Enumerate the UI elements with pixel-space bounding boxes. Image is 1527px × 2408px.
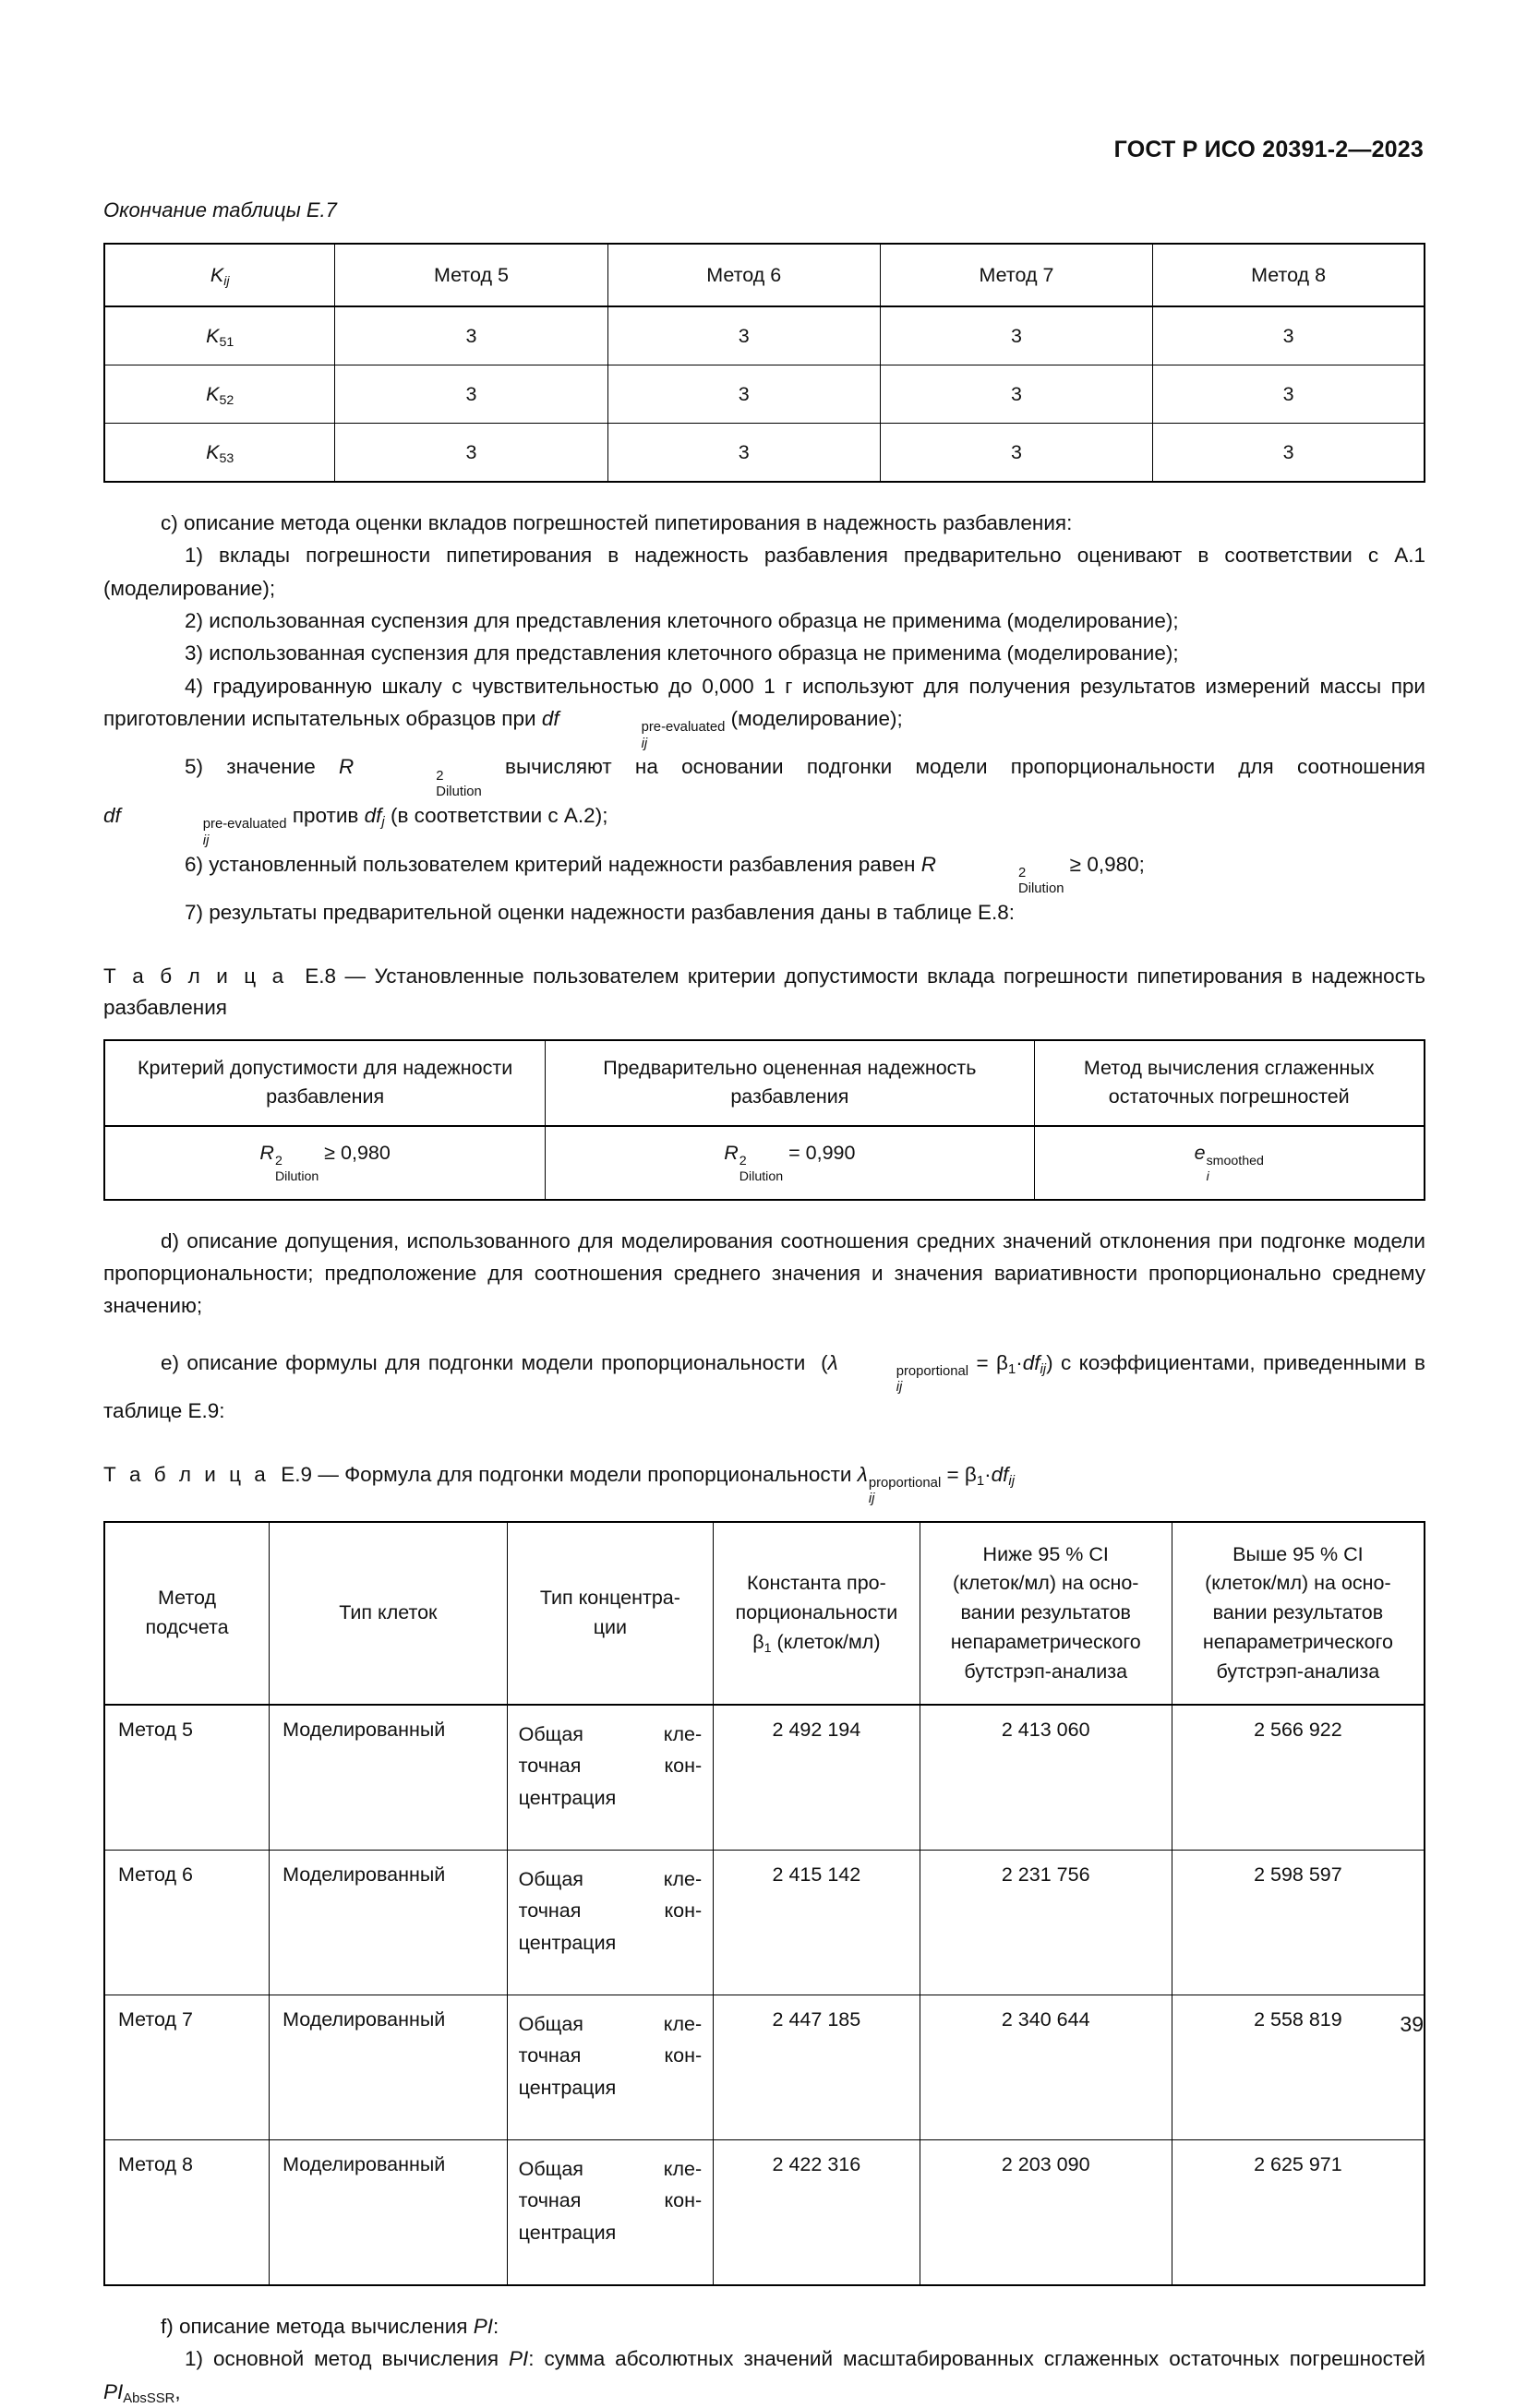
table-e9-caption-formula	[857, 1462, 1016, 1507]
table-e9-cell-beta1: 2 415 142	[714, 1851, 920, 1995]
math-supsub	[1207, 1155, 1264, 1183]
table-e9-cell-conc	[507, 2140, 714, 2286]
math-supsub	[355, 770, 482, 799]
section-c-item-5-text-2: вычисляют на основании подгонки модели пропорциональности для соотношения	[505, 755, 1425, 779]
table-row	[104, 1126, 1425, 1200]
math-r2-dilution-criterion	[920, 852, 1070, 897]
table-e9-cell-ci-low: 2 231 756	[920, 1851, 1172, 1995]
math-base: R	[259, 1142, 274, 1165]
table-e9-cell-method: Метод 5	[104, 1705, 270, 1851]
math-r2-dilution-eq	[724, 1142, 788, 1184]
math-sup: 2	[274, 1154, 283, 1169]
table-e8-body	[104, 1126, 1425, 1200]
header-line: вании результатов	[960, 1601, 1131, 1624]
table-e8-caption-text: Установленные пользователем критерии допустимости вклада погрешности пипетирования в надежность разбавления	[103, 964, 1425, 1020]
section-f-item-1	[103, 2342, 1425, 2408]
caption-lambda: λ	[857, 1462, 868, 1486]
table-cell: 3	[880, 365, 1152, 424]
page-number: 39	[1400, 2012, 1424, 2036]
table-e7-col-header-2: Метод 6	[607, 244, 880, 306]
header-line: Выше 95 % CI	[1232, 1542, 1364, 1565]
table-row	[104, 424, 1425, 483]
conc-line: Общая кле-	[518, 2158, 703, 2181]
section-f-item-1-text-1: 1) основной метод вычисления	[185, 2347, 499, 2371]
section-c-item-6	[103, 848, 1425, 897]
math-sub: ij	[641, 736, 648, 751]
math-sub: Dilution	[274, 1168, 319, 1184]
header-line: ции	[593, 1616, 628, 1639]
table-e9-cell-conc	[507, 1705, 714, 1851]
table-e9-cell-celltype: Моделированный	[270, 2140, 508, 2286]
math-base: R	[724, 1142, 739, 1165]
header-line: бутстрэп-анализа	[1216, 1659, 1380, 1683]
table-e9-cell-beta1: 2 492 194	[714, 1705, 920, 1851]
table-cell: 3	[335, 365, 607, 424]
table-e8-cell-preeval-tail: = 0,990	[788, 1142, 856, 1165]
table-row	[104, 1522, 1425, 1705]
conc-line: центрация	[518, 1931, 617, 1954]
math-sub: AbsSSR	[123, 2390, 175, 2406]
table-e9-caption	[103, 1459, 1425, 1507]
section-c-item-5-text-1: 5) значение	[185, 755, 316, 779]
math-base: df	[364, 804, 382, 828]
math-base: df	[541, 706, 559, 730]
table-cell: 3	[1153, 424, 1425, 483]
section-c-item-5-text-4: (в соответствии с А.2);	[390, 804, 608, 828]
formula-lambda-sup: proportional	[896, 1363, 969, 1379]
section-c-item-2: 2) использованная суспензия для представления клеточного образца не применима (моделирование);	[185, 608, 1179, 632]
conc-line: Общая кле-	[518, 1868, 703, 1891]
kij-sub: ij	[223, 273, 230, 289]
caption-df: df	[991, 1462, 1009, 1486]
kij-base: K	[210, 263, 224, 286]
caption-dot: ·	[984, 1462, 992, 1486]
math-supsub	[122, 818, 287, 847]
formula-df-sub: ij	[1040, 1361, 1047, 1377]
math-e-smoothed	[1194, 1142, 1264, 1184]
caption-lambda-supsub	[869, 1477, 941, 1506]
header-line: Ниже 95 % CI	[982, 1542, 1109, 1565]
math-sup: 2	[1017, 865, 1027, 881]
table-e7-col-header-3: Метод 7	[880, 244, 1152, 306]
table-e8-head	[104, 1040, 1425, 1125]
section-f-item-1-pi: PI	[509, 2347, 529, 2371]
table-e9-cell-ci-low: 2 413 060	[920, 1705, 1172, 1851]
section-e-text-2: с коэффициентами, приведенными в таблице Е.9:	[103, 1350, 1425, 1423]
conc-line: Общая кле-	[518, 1723, 703, 1746]
header-line: порциональности	[735, 1601, 898, 1624]
table-e9-cell-conc	[507, 1995, 714, 2140]
table-e9-body	[104, 1705, 1425, 2285]
table-e8-caption-dash: —	[344, 964, 366, 988]
math-base: R	[339, 755, 355, 779]
section-f	[103, 2310, 1425, 2408]
formula-beta: β	[996, 1350, 1008, 1374]
header-line: Константа про-	[746, 1572, 886, 1595]
conc-line: точная кон-	[518, 1755, 703, 1778]
section-c-item-4-text-1: 4) градуированную шкалу с чувствительностью до 0,000 1 г используют для получения результатов измерений массы при приготовлении испытательных образцов при	[103, 674, 1425, 730]
table-e9-head	[104, 1522, 1425, 1705]
header-line: (клеток/мл) на осно-	[1205, 1572, 1391, 1595]
table-e9-cell-ci-low: 2 203 090	[920, 2140, 1172, 2286]
math-df-pre-evaluated-2	[103, 804, 293, 848]
math-sup: 2	[436, 768, 444, 784]
math-sub: Dilution	[1017, 881, 1064, 897]
math-r2-dilution-ge	[259, 1142, 324, 1184]
conc-line: точная кон-	[518, 2189, 703, 2212]
section-f-lead-text-1: f) описание метода вычисления	[161, 2315, 468, 2339]
header-line: вании результатов	[1212, 1601, 1384, 1624]
header-line: непараметрического	[950, 1631, 1141, 1653]
section-d-text: d) описание допущения, использованного для моделирования соотношения средних значений отклонения при подгонке модели пропорциональности; предположение для соотношения среднего значения и значения вариативности пропорционально среднему значению;	[103, 1228, 1425, 1318]
section-c-item-3: 3) использованная суспензия для представления клеточного образца не применима (моделирование);	[185, 641, 1179, 665]
conc-line: центрация	[518, 1786, 617, 1809]
header-line: Тип концентра-	[539, 1587, 680, 1610]
table-e7-row-label	[104, 365, 335, 424]
table-e7-row-label	[104, 424, 335, 483]
header-line: Тип клеток	[339, 1601, 438, 1624]
math-sub: i	[1206, 1168, 1209, 1184]
table-cell: 3	[880, 306, 1152, 365]
row-label-sub: 51	[219, 334, 234, 350]
table-e9-cell-ci-low: 2 340 644	[920, 1995, 1172, 2140]
table-row	[104, 306, 1425, 365]
math-sub: Dilution	[436, 785, 482, 800]
section-c-item-1: 1) вклады погрешности пипетирования в надежность разбавления предварительно оценивают в соответствии с А.1 (моделирование);	[103, 544, 1425, 600]
table-e9-cell-beta1: 2 422 316	[714, 2140, 920, 2286]
table-e8-caption	[103, 961, 1425, 1025]
section-c-item-6-text-1: 6) установленный пользователем критерий надежности разбавления равен	[185, 852, 916, 876]
table-e9-cell-method: Метод 6	[104, 1851, 270, 1995]
table-e8-caption-number: Е.8	[305, 964, 336, 988]
caption-beta-sub: 1	[976, 1473, 985, 1489]
table-row	[104, 1705, 1425, 1851]
table-e9-col-header-beta1	[714, 1522, 920, 1705]
table-e9-col-header-ci-high	[1172, 1522, 1425, 1705]
table-e8-cell-criterion	[104, 1126, 546, 1200]
section-c-item-7: 7) результаты предварительной оценки надежности разбавления даны в таблице Е.8:	[185, 901, 1016, 925]
formula-equals: =	[976, 1350, 989, 1374]
formula-lambda-sub: ij	[896, 1380, 903, 1396]
conc-line: Общая кле-	[518, 2013, 703, 2036]
table-e9-col-header-celltype	[270, 1522, 508, 1705]
table-e7-col-header-4: Метод 8	[1153, 244, 1425, 306]
math-df-pre-evaluated	[541, 706, 731, 751]
table-e8-cell-criterion-tail: ≥ 0,980	[324, 1142, 391, 1165]
table-e8-cell-preeval	[546, 1126, 1034, 1200]
table-row	[104, 365, 1425, 424]
section-e-text-1: e) описание формулы для подгонки модели пропорциональности	[161, 1350, 806, 1374]
table-row	[104, 1995, 1425, 2140]
math-supsub	[739, 1155, 783, 1183]
table-e7-continuation-caption: Окончание таблицы Е.7	[103, 198, 337, 222]
table-cell: 3	[335, 424, 607, 483]
row-label-sub: 52	[219, 392, 234, 408]
table-e9-cell-method: Метод 8	[104, 2140, 270, 2286]
table-cell: 3	[607, 424, 880, 483]
table-e9-caption-number: Е.9	[281, 1462, 313, 1486]
conc-line: центрация	[518, 2076, 617, 2099]
table-row	[104, 2140, 1425, 2286]
table-e7-row-label	[104, 306, 335, 365]
section-f-lead-text-2: :	[493, 2315, 499, 2339]
math-supsub	[275, 1155, 319, 1183]
formula-paren-close: )	[1046, 1350, 1053, 1374]
table-e8	[103, 1039, 1425, 1200]
header-line: Метод	[158, 1587, 217, 1610]
caption-df-sub: ij	[1008, 1473, 1016, 1489]
section-c-item-6-text-2: ≥ 0,980;	[1069, 852, 1145, 876]
table-e9	[103, 1521, 1425, 2286]
header-units: (клеток/мл)	[776, 1631, 881, 1653]
table-e9-cell-ci-high: 2 625 971	[1172, 2140, 1425, 2286]
section-c-item-5-text-3: против	[292, 804, 359, 828]
formula-lambda-supsub	[839, 1365, 968, 1395]
section-c-item-4-text-2: (моделирование);	[730, 706, 903, 730]
page-content	[103, 198, 1425, 2408]
caption-lambda-sup: proportional	[868, 1475, 942, 1491]
table-row	[104, 1040, 1425, 1125]
table-e9-cell-celltype: Моделированный	[270, 1995, 508, 2140]
table-e9-col-header-ci-low	[920, 1522, 1172, 1705]
row-label-base: K	[206, 440, 220, 463]
table-cell: 3	[880, 424, 1152, 483]
running-head: ГОСТ Р ИСО 20391-2—2023	[1113, 137, 1424, 162]
table-e8-cell-method	[1034, 1126, 1425, 1200]
math-df-j	[364, 804, 391, 831]
row-label-base: K	[206, 324, 220, 347]
math-pi-abssr	[103, 2379, 175, 2406]
table-e9-cell-ci-high: 2 598 597	[1172, 1851, 1425, 1995]
table-e9-caption-text: Формула для подгонки модели пропорциональности	[344, 1462, 852, 1486]
header-line: (клеток/мл) на осно-	[952, 1572, 1139, 1595]
section-e-text	[103, 1347, 1425, 1428]
table-e9-cell-conc	[507, 1851, 714, 1995]
table-e7-body	[104, 306, 1425, 482]
beta-sub: 1	[764, 1640, 772, 1656]
math-sub: Dilution	[739, 1168, 784, 1184]
table-e9-caption-dash: —	[318, 1462, 339, 1486]
beta-symbol: β	[752, 1631, 764, 1653]
section-f-item-1-text-3: ,	[174, 2379, 181, 2403]
table-e9-cell-method: Метод 7	[104, 1995, 270, 2140]
formula-beta-sub: 1	[1007, 1361, 1016, 1377]
math-base: e	[1194, 1142, 1206, 1165]
table-cell: 3	[1153, 306, 1425, 365]
table-e9-cell-beta1: 2 447 185	[714, 1995, 920, 2140]
row-label-sub: 53	[219, 450, 234, 466]
table-e9-col-header-method	[104, 1522, 270, 1705]
header-line: непараметрического	[1202, 1631, 1393, 1653]
table-e9-cell-celltype: Моделированный	[270, 1705, 508, 1851]
math-base: df	[103, 804, 121, 828]
conc-line: центрация	[518, 2221, 617, 2244]
math-r2-dilution	[339, 755, 505, 800]
caption-beta: β	[964, 1462, 977, 1486]
section-e	[103, 1347, 1425, 1428]
table-cell: 3	[607, 306, 880, 365]
math-sup: 2	[739, 1154, 747, 1169]
math-sup: pre-evaluated	[641, 720, 726, 736]
table-cell: 3	[1153, 365, 1425, 424]
table-e7-continuation	[103, 243, 1425, 483]
formula-proportional-model	[821, 1350, 1061, 1396]
formula-df: df	[1022, 1350, 1040, 1374]
table-e8-col-header-3: Метод вычисления сглаженных остаточных погрешностей	[1034, 1040, 1425, 1125]
section-c-lead: c) описание метода оценки вкладов погрешностей пипетирования в надежность разбавления:	[161, 511, 1073, 534]
table-e9-cell-ci-high: 2 566 922	[1172, 1705, 1425, 1851]
conc-line: точная кон-	[518, 2044, 703, 2067]
table-e7-col-header-1: Метод 5	[335, 244, 607, 306]
math-base: R	[920, 852, 936, 876]
math-sup: pre-evaluated	[202, 817, 287, 833]
math-base: PI	[103, 2379, 124, 2403]
table-e9-caption-label: Т а б л и ц а	[103, 1462, 270, 1486]
table-e7-head	[104, 244, 1425, 306]
table-row	[104, 1851, 1425, 1995]
table-e9-col-header-conctype	[507, 1522, 714, 1705]
math-supsub	[560, 721, 726, 750]
table-e9-cell-ci-high: 2 558 819	[1172, 1995, 1425, 2140]
header-line: подсчета	[145, 1616, 229, 1639]
header-line: бутстрэп-анализа	[964, 1659, 1128, 1683]
table-cell: 3	[335, 306, 607, 365]
table-row	[104, 244, 1425, 306]
section-d	[103, 1225, 1425, 1323]
formula-paren-open: (	[821, 1350, 828, 1374]
conc-line: точная кон-	[518, 1899, 703, 1923]
table-e9-cell-celltype: Моделированный	[270, 1851, 508, 1995]
math-sub: j	[381, 815, 385, 831]
section-f-item-1-text-2: : сумма абсолютных значений масштабированных сглаженных остаточных погрешностей	[528, 2347, 1426, 2371]
formula-dot: ·	[1016, 1350, 1023, 1374]
math-supsub	[937, 867, 1064, 896]
table-e8-col-header-1: Критерий допустимости для надежности разбавления	[104, 1040, 546, 1125]
section-f-pi: PI	[473, 2315, 493, 2339]
math-sup: smoothed	[1206, 1154, 1264, 1169]
table-cell: 3	[607, 365, 880, 424]
row-label-base: K	[206, 382, 220, 405]
table-e7-col-header-kij	[104, 244, 335, 306]
math-sub: ij	[202, 833, 210, 848]
formula-lambda: λ	[827, 1350, 838, 1374]
header-beta	[752, 1631, 772, 1656]
caption-lambda-sub: ij	[868, 1492, 875, 1507]
table-e8-caption-label: Т а б л и ц а	[103, 964, 288, 988]
caption-equals: =	[946, 1462, 959, 1486]
section-c	[103, 507, 1425, 929]
table-e8-col-header-2: Предварительно оцененная надежность разбавления	[546, 1040, 1034, 1125]
section-c-item-5	[103, 750, 1425, 847]
section-c-item-4	[103, 670, 1425, 751]
section-f-lead	[103, 2310, 1425, 2342]
